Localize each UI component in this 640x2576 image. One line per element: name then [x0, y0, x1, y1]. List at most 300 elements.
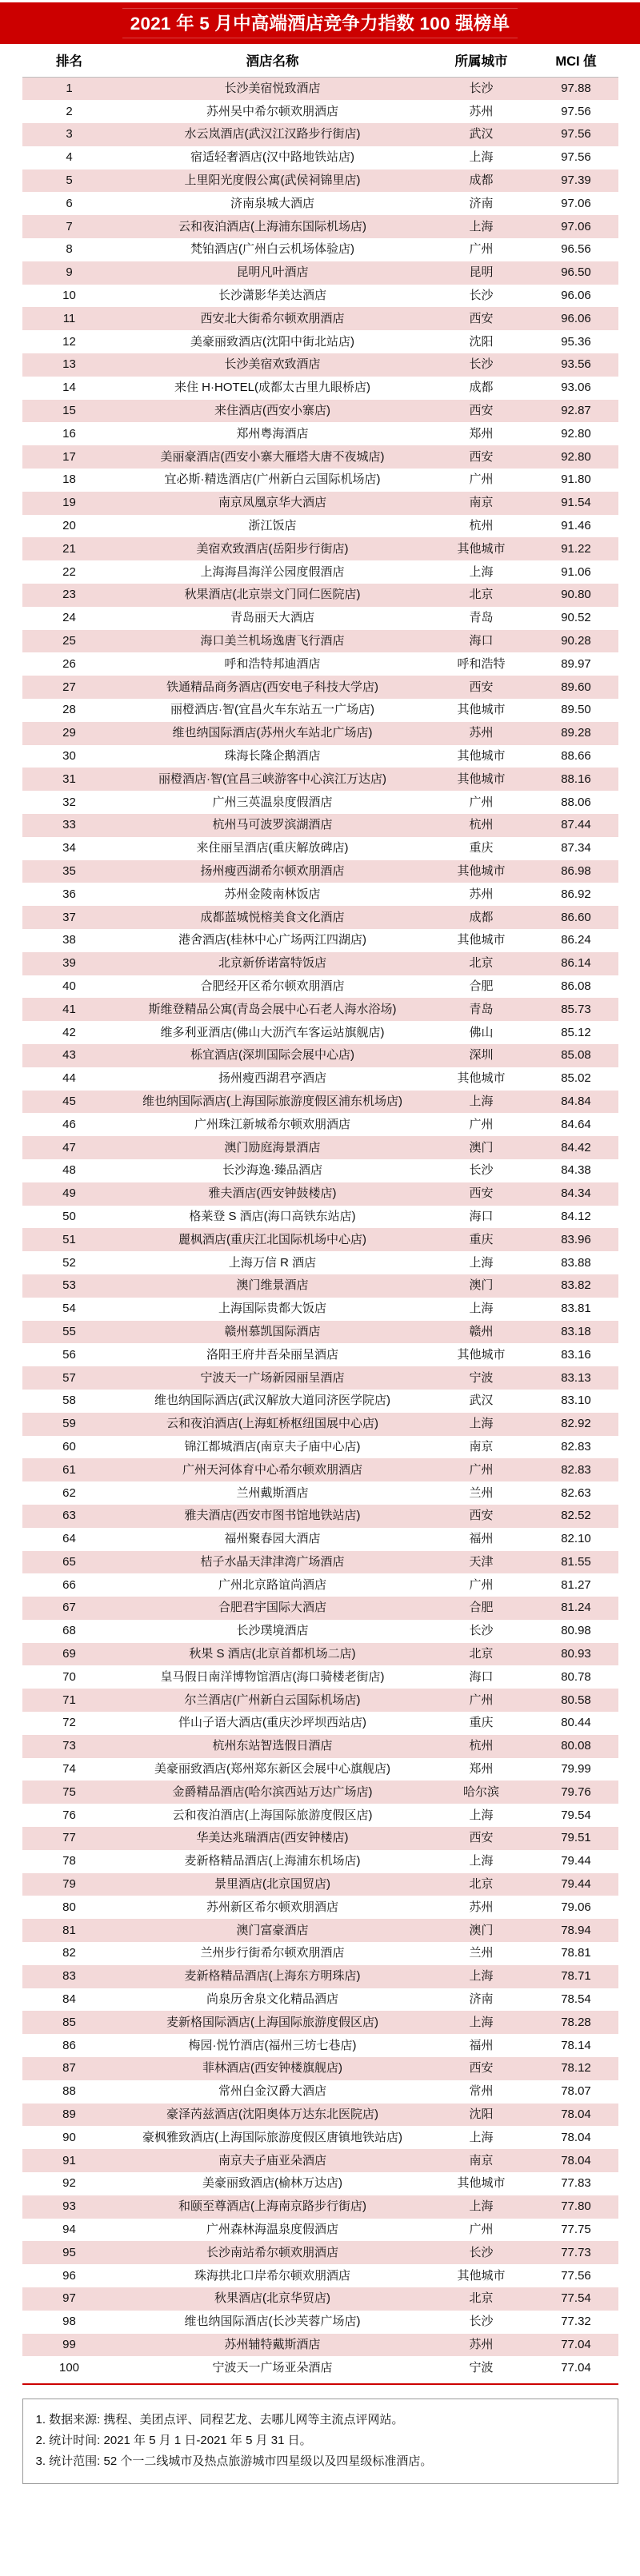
cell-rank: 37 — [22, 906, 117, 929]
table-row — [22, 100, 618, 123]
table-row — [22, 445, 618, 469]
cell-city: 杭州 — [429, 1735, 534, 1758]
table-row — [22, 560, 618, 584]
cell-hotel-name: 秋果酒店(北京崇文门同仁医院店) — [117, 584, 429, 607]
table-row — [22, 1896, 618, 1919]
cell-hotel-name: 长沙璞境酒店 — [117, 1620, 429, 1643]
cell-mci: 77.54 — [534, 2287, 618, 2311]
cell-rank: 2 — [22, 100, 117, 123]
cell-rank: 80 — [22, 1896, 117, 1919]
cell-city: 青岛 — [429, 998, 534, 1021]
cell-mci: 78.07 — [534, 2080, 618, 2103]
cell-mci: 77.04 — [534, 2356, 618, 2379]
cell-hotel-name: 成都蓝城悦榕美食文化酒店 — [117, 906, 429, 929]
cell-rank: 39 — [22, 952, 117, 975]
cell-city: 兰州 — [429, 1481, 534, 1505]
cell-city: 西安 — [429, 676, 534, 699]
cell-rank: 77 — [22, 1827, 117, 1850]
column-header-mci: MCI 值 — [534, 44, 618, 78]
cell-mci: 83.88 — [534, 1251, 618, 1274]
cell-rank: 73 — [22, 1735, 117, 1758]
cell-hotel-name: 郑州粤海酒店 — [117, 422, 429, 445]
cell-city: 北京 — [429, 2287, 534, 2311]
cell-mci: 89.97 — [534, 652, 618, 676]
cell-mci: 90.28 — [534, 630, 618, 653]
table-row — [22, 2149, 618, 2172]
cell-city: 长沙 — [429, 2241, 534, 2264]
table-row — [22, 261, 618, 285]
cell-city: 成都 — [429, 377, 534, 400]
cell-mci: 81.24 — [534, 1597, 618, 1620]
cell-city: 苏州 — [429, 2334, 534, 2357]
column-header-rank: 排名 — [22, 44, 117, 78]
table-row — [22, 537, 618, 560]
cell-hotel-name: 尚泉历舍泉文化精品酒店 — [117, 1988, 429, 2012]
table-row — [22, 2219, 618, 2242]
cell-mci: 82.83 — [534, 1458, 618, 1481]
cell-mci: 91.80 — [534, 469, 618, 492]
cell-city: 长沙 — [429, 1159, 534, 1182]
cell-hotel-name: 宿适轻奢酒店(汉中路地铁站店) — [117, 146, 429, 169]
cell-hotel-name: 来住酒店(西安小寨店) — [117, 400, 429, 423]
cell-city: 郑州 — [429, 1758, 534, 1781]
cell-mci: 93.56 — [534, 353, 618, 377]
cell-hotel-name: 梅园·悦竹酒店(福州三坊七巷店) — [117, 2034, 429, 2057]
cell-city: 广州 — [429, 1113, 534, 1136]
cell-rank: 75 — [22, 1780, 117, 1804]
column-header-hotel-name: 酒店名称 — [117, 44, 429, 78]
cell-city: 长沙 — [429, 285, 534, 308]
cell-hotel-name: 丽橙酒店·智(宜昌火车东站五一广场店) — [117, 699, 429, 722]
table-row — [22, 1274, 618, 1298]
cell-mci: 82.92 — [534, 1413, 618, 1436]
cell-city: 广州 — [429, 1573, 534, 1597]
cell-city: 宁波 — [429, 2356, 534, 2379]
cell-hotel-name: 兰州步行街希尔顿欢朋酒店 — [117, 1942, 429, 1965]
cell-mci: 79.76 — [534, 1780, 618, 1804]
cell-mci: 84.84 — [534, 1091, 618, 1114]
cell-city: 呼和浩特 — [429, 652, 534, 676]
cell-hotel-name: 雅夫酒店(西安市图书馆地铁站店) — [117, 1505, 429, 1528]
cell-hotel-name: 锦江都城酒店(南京夫子庙中心店) — [117, 1436, 429, 1459]
cell-mci: 81.55 — [534, 1551, 618, 1574]
cell-mci: 85.08 — [534, 1044, 618, 1067]
cell-mci: 97.56 — [534, 123, 618, 146]
cell-hotel-name: 美豪丽致酒店(沈阳中街北站店) — [117, 330, 429, 353]
cell-mci: 96.56 — [534, 238, 618, 261]
cell-mci: 92.87 — [534, 400, 618, 423]
bottom-rule — [22, 2383, 618, 2385]
cell-hotel-name: 麗枫酒店(重庆江北国际机场中心店) — [117, 1228, 429, 1251]
cell-mci: 97.56 — [534, 146, 618, 169]
cell-rank: 69 — [22, 1643, 117, 1666]
cell-hotel-name: 维也纳国际酒店(苏州火车站北广场店) — [117, 722, 429, 745]
cell-rank: 93 — [22, 2195, 117, 2219]
cell-city: 澳门 — [429, 1136, 534, 1159]
note-item: 1. 数据来源: 携程、美团点评、同程艺龙、去哪儿网等主流点评网站。 — [35, 2413, 404, 2427]
page-title: 2021 年 5 月中高端酒店竞争力指数 100 强榜单 — [130, 14, 510, 34]
cell-hotel-name: 雅夫酒店(西安钟鼓楼店) — [117, 1182, 429, 1206]
cell-mci: 77.80 — [534, 2195, 618, 2219]
cell-mci: 78.81 — [534, 1942, 618, 1965]
cell-city: 澳门 — [429, 1274, 534, 1298]
cell-city: 合肥 — [429, 975, 534, 999]
cell-hotel-name: 合肥经开区希尔顿欢朋酒店 — [117, 975, 429, 999]
cell-hotel-name: 伴山子语大酒店(重庆沙坪坝西站店) — [117, 1712, 429, 1735]
cell-rank: 99 — [22, 2334, 117, 2357]
cell-rank: 60 — [22, 1436, 117, 1459]
cell-hotel-name: 宁波天一广场亚朵酒店 — [117, 2356, 429, 2379]
cell-city: 昆明 — [429, 261, 534, 285]
cell-hotel-name: 秋果酒店(北京华贸店) — [117, 2287, 429, 2311]
cell-rank: 19 — [22, 492, 117, 515]
cell-hotel-name: 苏州辅特戴斯酒店 — [117, 2334, 429, 2357]
table-row — [22, 1113, 618, 1136]
cell-rank: 30 — [22, 745, 117, 768]
cell-rank: 46 — [22, 1113, 117, 1136]
cell-mci: 86.08 — [534, 975, 618, 999]
table-row — [22, 169, 618, 193]
cell-rank: 83 — [22, 1965, 117, 1988]
cell-rank: 42 — [22, 1021, 117, 1044]
cell-hotel-name: 合肥君宇国际大酒店 — [117, 1597, 429, 1620]
table-header — [22, 44, 618, 78]
cell-hotel-name: 澳门富豪酒店 — [117, 1919, 429, 1942]
cell-rank: 100 — [22, 2356, 117, 2379]
cell-hotel-name: 广州森林海温泉度假酒店 — [117, 2219, 429, 2242]
cell-mci: 78.54 — [534, 1988, 618, 2012]
table-row — [22, 1505, 618, 1528]
cell-hotel-name: 广州北京路谊尚酒店 — [117, 1573, 429, 1597]
cell-city: 澳门 — [429, 1919, 534, 1942]
cell-city: 福州 — [429, 1528, 534, 1551]
cell-mci: 89.28 — [534, 722, 618, 745]
table-row — [22, 1021, 618, 1044]
cell-hotel-name: 华美达兆瑞酒店(西安钟楼店) — [117, 1827, 429, 1850]
cell-mci: 84.42 — [534, 1136, 618, 1159]
cell-hotel-name: 广州三英温泉度假酒店 — [117, 791, 429, 814]
cell-city: 其他城市 — [429, 1067, 534, 1091]
cell-mci: 80.93 — [534, 1643, 618, 1666]
table-row — [22, 2264, 618, 2287]
cell-city: 苏州 — [429, 883, 534, 906]
cell-hotel-name: 上里阳光度假公寓(武侯祠锦里店) — [117, 169, 429, 193]
cell-rank: 24 — [22, 607, 117, 630]
cell-city: 赣州 — [429, 1321, 534, 1344]
table-row — [22, 330, 618, 353]
cell-city: 重庆 — [429, 1712, 534, 1735]
cell-rank: 1 — [22, 78, 117, 101]
cell-mci: 83.16 — [534, 1343, 618, 1366]
cell-hotel-name: 长沙南站希尔顿欢朋酒店 — [117, 2241, 429, 2264]
cell-rank: 63 — [22, 1505, 117, 1528]
cell-hotel-name: 兰州戴斯酒店 — [117, 1481, 429, 1505]
cell-hotel-name: 美豪丽致酒店(榆林万达店) — [117, 2172, 429, 2195]
table-row — [22, 1551, 618, 1574]
cell-hotel-name: 澳门维景酒店 — [117, 1274, 429, 1298]
cell-mci: 86.98 — [534, 860, 618, 883]
cell-mci: 85.02 — [534, 1067, 618, 1091]
table-row — [22, 998, 618, 1021]
table-row — [22, 1942, 618, 1965]
cell-hotel-name: 洛阳王府井吾朵丽呈酒店 — [117, 1343, 429, 1366]
cell-rank: 49 — [22, 1182, 117, 1206]
table-row — [22, 1228, 618, 1251]
table-row — [22, 146, 618, 169]
table-row — [22, 2034, 618, 2057]
cell-rank: 26 — [22, 652, 117, 676]
cell-hotel-name: 浙江饭店 — [117, 515, 429, 538]
cell-rank: 41 — [22, 998, 117, 1021]
table-row — [22, 1343, 618, 1366]
cell-mci: 81.27 — [534, 1573, 618, 1597]
cell-hotel-name: 美豪丽致酒店(郑州郑东新区会展中心旗舰店) — [117, 1758, 429, 1781]
cell-rank: 59 — [22, 1413, 117, 1436]
cell-hotel-name: 苏州金陵南林饭店 — [117, 883, 429, 906]
cell-city: 北京 — [429, 584, 534, 607]
cell-city: 上海 — [429, 2126, 534, 2149]
table-row — [22, 975, 618, 999]
cell-city: 兰州 — [429, 1942, 534, 1965]
cell-mci: 85.12 — [534, 1021, 618, 1044]
cell-hotel-name: 港舍酒店(桂林中心广场两江四湖店) — [117, 929, 429, 952]
cell-rank: 89 — [22, 2103, 117, 2127]
cell-mci: 79.51 — [534, 1827, 618, 1850]
cell-city: 成都 — [429, 906, 534, 929]
cell-mci: 85.73 — [534, 998, 618, 1021]
cell-mci: 83.81 — [534, 1298, 618, 1321]
cell-rank: 61 — [22, 1458, 117, 1481]
cell-hotel-name: 南京夫子庙亚朵酒店 — [117, 2149, 429, 2172]
cell-city: 广州 — [429, 791, 534, 814]
table-row — [22, 699, 618, 722]
cell-hotel-name: 秋果 S 酒店(北京首都机场二店) — [117, 1643, 429, 1666]
table-row — [22, 1481, 618, 1505]
cell-city: 广州 — [429, 1458, 534, 1481]
cell-mci: 78.12 — [534, 2057, 618, 2080]
cell-rank: 38 — [22, 929, 117, 952]
cell-city: 苏州 — [429, 722, 534, 745]
cell-city: 广州 — [429, 238, 534, 261]
cell-hotel-name: 梵铂酒店(广州白云机场体验店) — [117, 238, 429, 261]
table-row — [22, 2287, 618, 2311]
cell-city: 南京 — [429, 2149, 534, 2172]
cell-city: 其他城市 — [429, 537, 534, 560]
table-row — [22, 607, 618, 630]
cell-city: 成都 — [429, 169, 534, 193]
cell-rank: 67 — [22, 1597, 117, 1620]
cell-city: 海口 — [429, 1665, 534, 1689]
table-row — [22, 1873, 618, 1896]
cell-rank: 95 — [22, 2241, 117, 2264]
table-row — [22, 1298, 618, 1321]
table-row — [22, 192, 618, 215]
cell-rank: 53 — [22, 1274, 117, 1298]
cell-city: 上海 — [429, 1850, 534, 1873]
cell-mci: 77.56 — [534, 2264, 618, 2287]
cell-city: 其他城市 — [429, 2172, 534, 2195]
cell-hotel-name: 金爵精品酒店(哈尔滨西站万达广场店) — [117, 1780, 429, 1804]
cell-rank: 97 — [22, 2287, 117, 2311]
cell-city: 上海 — [429, 215, 534, 238]
cell-mci: 78.28 — [534, 2011, 618, 2034]
cell-mci: 77.73 — [534, 2241, 618, 2264]
cell-mci: 83.82 — [534, 1274, 618, 1298]
cell-mci: 78.71 — [534, 1965, 618, 1988]
table-row — [22, 1159, 618, 1182]
table-row — [22, 1044, 618, 1067]
note-item: 3. 统计范围: 52 个一二线城市及热点旅游城市四星级以及四星级标准酒店。 — [35, 2454, 433, 2469]
cell-city: 长沙 — [429, 2311, 534, 2334]
cell-mci: 84.64 — [534, 1113, 618, 1136]
cell-hotel-name: 麦新格精品酒店(上海浦东机场店) — [117, 1850, 429, 1873]
cell-city: 南京 — [429, 1436, 534, 1459]
cell-rank: 82 — [22, 1942, 117, 1965]
cell-rank: 10 — [22, 285, 117, 308]
cell-city: 深圳 — [429, 1044, 534, 1067]
cell-hotel-name: 格莱登 S 酒店(海口高铁东站店) — [117, 1206, 429, 1229]
cell-city: 沈阳 — [429, 2103, 534, 2127]
cell-city: 广州 — [429, 2219, 534, 2242]
table-row — [22, 1182, 618, 1206]
notes-box — [22, 2399, 618, 2484]
cell-rank: 70 — [22, 1665, 117, 1689]
cell-rank: 31 — [22, 768, 117, 791]
cell-hotel-name: 维也纳国际酒店(武汉解放大道同济医学院店) — [117, 1390, 429, 1413]
cell-hotel-name: 昆明凡叶酒店 — [117, 261, 429, 285]
cell-mci: 91.22 — [534, 537, 618, 560]
cell-rank: 92 — [22, 2172, 117, 2195]
cell-rank: 36 — [22, 883, 117, 906]
cell-city: 武汉 — [429, 123, 534, 146]
cell-mci: 91.54 — [534, 492, 618, 515]
cell-city: 郑州 — [429, 422, 534, 445]
table-row — [22, 1643, 618, 1666]
table-header-row — [22, 44, 618, 78]
cell-rank: 66 — [22, 1573, 117, 1597]
cell-mci: 77.83 — [534, 2172, 618, 2195]
table-row — [22, 1919, 618, 1942]
table-row — [22, 952, 618, 975]
cell-mci: 92.80 — [534, 422, 618, 445]
cell-rank: 5 — [22, 169, 117, 193]
cell-rank: 9 — [22, 261, 117, 285]
table-row — [22, 123, 618, 146]
table-row — [22, 1665, 618, 1689]
cell-rank: 78 — [22, 1850, 117, 1873]
cell-rank: 17 — [22, 445, 117, 469]
cell-city: 上海 — [429, 1251, 534, 1274]
table-row — [22, 860, 618, 883]
cell-mci: 79.54 — [534, 1804, 618, 1827]
cell-rank: 76 — [22, 1804, 117, 1827]
cell-hotel-name: 赣州慕凯国际酒店 — [117, 1321, 429, 1344]
cell-city: 上海 — [429, 560, 534, 584]
cell-rank: 51 — [22, 1228, 117, 1251]
cell-rank: 74 — [22, 1758, 117, 1781]
cell-rank: 29 — [22, 722, 117, 745]
table-row — [22, 722, 618, 745]
cell-rank: 43 — [22, 1044, 117, 1067]
cell-rank: 23 — [22, 584, 117, 607]
table-row — [22, 400, 618, 423]
cell-mci: 96.06 — [534, 285, 618, 308]
cell-city: 其他城市 — [429, 1343, 534, 1366]
cell-mci: 86.14 — [534, 952, 618, 975]
table-row — [22, 1321, 618, 1344]
cell-rank: 14 — [22, 377, 117, 400]
cell-hotel-name: 宜必斯·精选酒店(广州新白云国际机场店) — [117, 469, 429, 492]
cell-mci: 91.06 — [534, 560, 618, 584]
table-row — [22, 285, 618, 308]
cell-city: 宁波 — [429, 1366, 534, 1390]
cell-hotel-name: 美丽豪酒店(西安小寨大雁塔大唐不夜城店) — [117, 445, 429, 469]
cell-city: 长沙 — [429, 1620, 534, 1643]
cell-mci: 78.04 — [534, 2126, 618, 2149]
cell-mci: 83.18 — [534, 1321, 618, 1344]
cell-hotel-name: 长沙美宿悦致酒店 — [117, 78, 429, 101]
table-row — [22, 1965, 618, 1988]
cell-mci: 90.80 — [534, 584, 618, 607]
cell-rank: 45 — [22, 1091, 117, 1114]
table-row — [22, 584, 618, 607]
cell-rank: 86 — [22, 2034, 117, 2057]
cell-hotel-name: 扬州瘦西湖君亭酒店 — [117, 1067, 429, 1091]
cell-hotel-name: 宁波天一广场新园丽呈酒店 — [117, 1366, 429, 1390]
cell-city: 西安 — [429, 307, 534, 330]
cell-hotel-name: 澳门励庭海景酒店 — [117, 1136, 429, 1159]
title-banner — [0, 2, 640, 44]
cell-rank: 64 — [22, 1528, 117, 1551]
cell-hotel-name: 斯维登精品公寓(青岛会展中心石老人海水浴场) — [117, 998, 429, 1021]
cell-city: 上海 — [429, 1965, 534, 1988]
cell-city: 苏州 — [429, 1896, 534, 1919]
table-row — [22, 837, 618, 860]
table-row — [22, 2080, 618, 2103]
cell-hotel-name: 来住丽呈酒店(重庆解放碑店) — [117, 837, 429, 860]
cell-mci: 79.06 — [534, 1896, 618, 1919]
cell-city: 杭州 — [429, 814, 534, 837]
cell-rank: 33 — [22, 814, 117, 837]
table-row — [22, 1251, 618, 1274]
cell-city: 沈阳 — [429, 330, 534, 353]
cell-rank: 84 — [22, 1988, 117, 2012]
cell-city: 哈尔滨 — [429, 1780, 534, 1804]
cell-city: 佛山 — [429, 1021, 534, 1044]
cell-city: 北京 — [429, 1643, 534, 1666]
cell-mci: 88.66 — [534, 745, 618, 768]
cell-mci: 82.52 — [534, 1505, 618, 1528]
cell-city: 长沙 — [429, 78, 534, 101]
cell-city: 上海 — [429, 1413, 534, 1436]
cell-rank: 25 — [22, 630, 117, 653]
cell-hotel-name: 广州珠江新城希尔顿欢朋酒店 — [117, 1113, 429, 1136]
table-row — [22, 652, 618, 676]
cell-city: 其他城市 — [429, 768, 534, 791]
cell-rank: 71 — [22, 1689, 117, 1712]
cell-hotel-name: 美宿欢致酒店(岳阳步行街店) — [117, 537, 429, 560]
cell-rank: 90 — [22, 2126, 117, 2149]
cell-rank: 15 — [22, 400, 117, 423]
cell-city: 海口 — [429, 630, 534, 653]
cell-city: 杭州 — [429, 515, 534, 538]
cell-mci: 79.99 — [534, 1758, 618, 1781]
cell-hotel-name: 苏州吴中希尔顿欢朋酒店 — [117, 100, 429, 123]
cell-hotel-name: 云和夜泊酒店(上海国际旅游度假区店) — [117, 1804, 429, 1827]
table-row — [22, 1712, 618, 1735]
table-row — [22, 1067, 618, 1091]
cell-hotel-name: 尔兰酒店(广州新白云国际机场店) — [117, 1689, 429, 1712]
